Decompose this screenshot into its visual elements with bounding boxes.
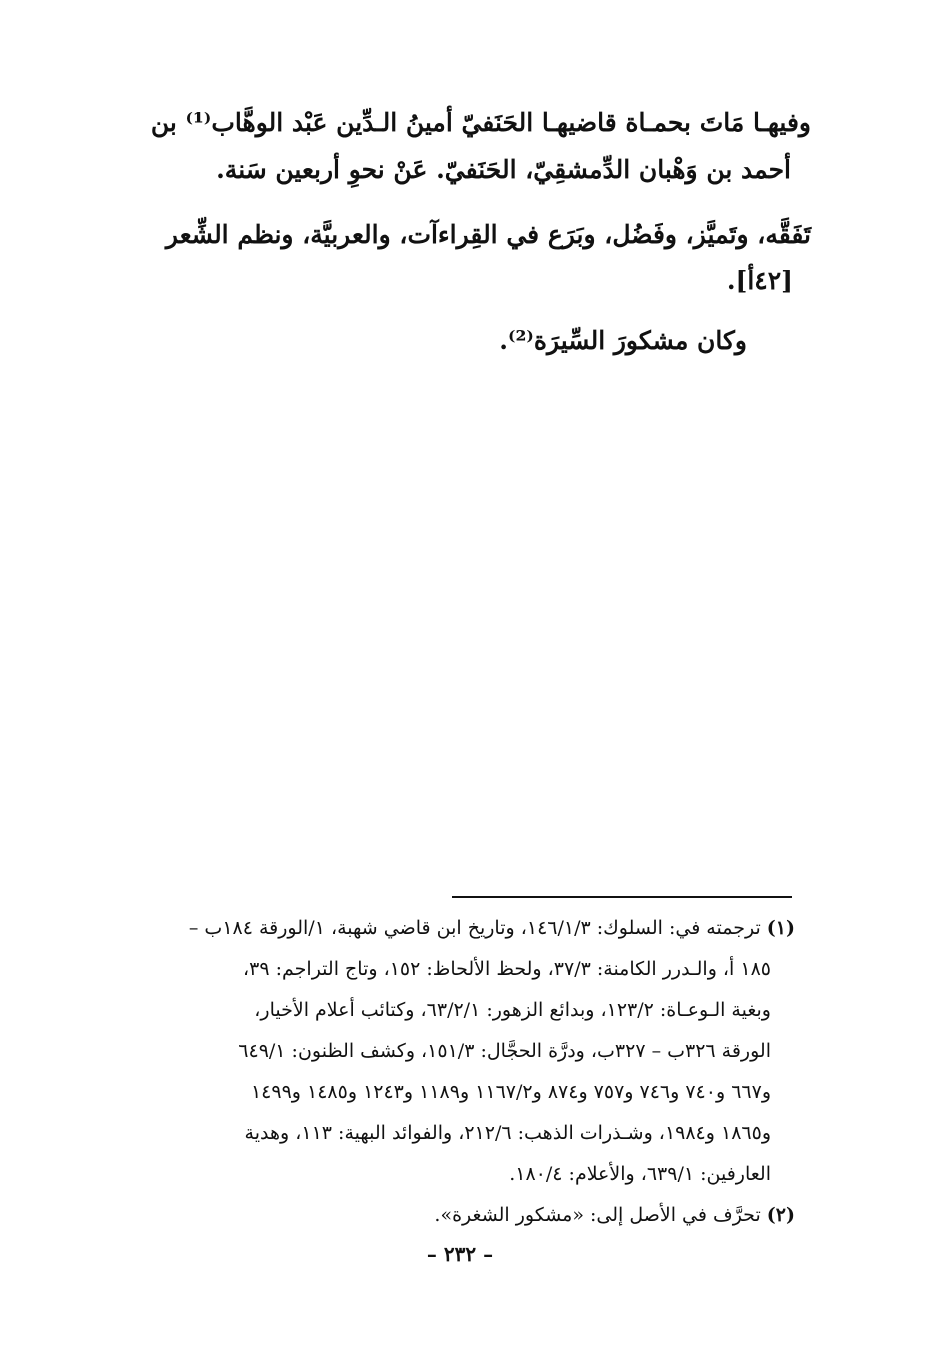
footnote-2-number: (٢) xyxy=(766,1204,795,1226)
footnote-1-line-1 xyxy=(115,917,795,939)
footnote-1-line-4: الورقة ٣٢٦ب – ٣٢٧ب، ودرَّة الحجَّال: ١٥١/٣، وكشف الظنون: ٦٤٩/١ xyxy=(238,1040,771,1062)
footnote-1-line-7: العارفين: ٦٣٩/١، والأعلام: ١٨٠/٤. xyxy=(509,1163,771,1185)
footnote-1-line-2: ١٨٥ أ، والـدرر الكامنة: ٣٧/٣، ولحظ الألحاظ: ١٥٢، وتاج التراجم: ٣٩، xyxy=(243,958,771,980)
page-number: – ٢٣٢ – xyxy=(426,1242,494,1266)
footnote-2-text: تحرَّف في الأصل إلى: «مشكور الشغرة». xyxy=(434,1204,761,1226)
body-line-3: تَفَقَّه، وتَميَّز، وفَضُل، وبَرَع في القِراءآت، والعربيَّة، ونظم الشِّعر xyxy=(165,220,811,249)
footnote-2 xyxy=(115,1204,795,1226)
body-line-2: أحمد بن وَهْبان الدِّمشقِيّ، الحَنَفيّ. عَنْ نحوِ أربعين سَنة. xyxy=(216,155,791,184)
footnote-1-text: ترجمته في: السلوك: ١٤٦/١/٣، وتاريخ ابن قاضي شهبة، ١/الورقة ١٨٤ب – xyxy=(188,917,761,939)
body-line-4: [٤٢أ]. xyxy=(726,266,793,295)
body-line-1: وفيهـا مَاتَ بحمـاة قاضيهـا الحَنَفيّ أمينُ الـدِّين عَبْد الوهَّاب⁽¹⁾ بن xyxy=(150,108,811,137)
footnote-separator xyxy=(452,896,792,898)
footnote-1-number: (١) xyxy=(766,917,795,939)
footnote-1-line-3: وبغية الـوعـاة: ١٢٣/٢، وبدائع الزهور: ٦٣/٢/١، وكتائب أعلام الأخيار، xyxy=(254,999,771,1021)
footnote-1-line-6: و١٨٦٥ و١٩٨٤، وشـذرات الذهب: ٢١٢/٦، والفوائد البهية: ١١٣، وهدية xyxy=(244,1122,771,1144)
footnote-1-line-5: و٦٦٧ و٧٤٠ و٧٤٦ و٧٥٧ و٨٧٤ و١١٦٧/٢ و١١٨٩ و١٢٤٣ و١٤٨٥ و١٤٩٩ xyxy=(250,1081,771,1103)
body-line-5: وكان مشكورَ السِّيرَة⁽²⁾. xyxy=(499,326,747,355)
